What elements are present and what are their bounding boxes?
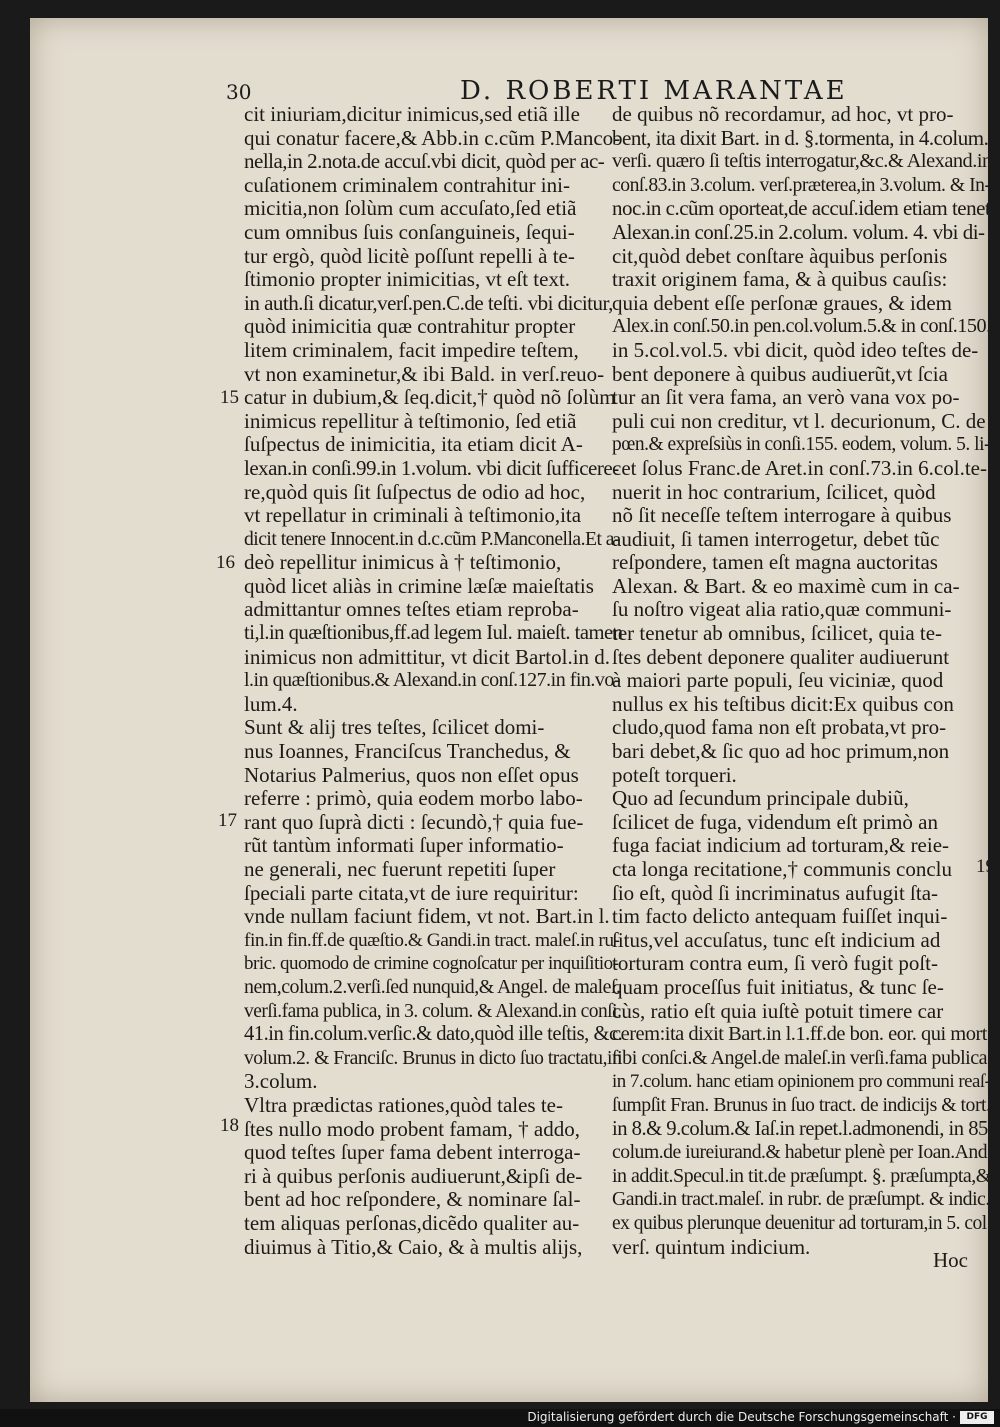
text-line: conſ.83.in 3.colum. verſ.præterea,in 3.volum. & In- <box>612 173 991 196</box>
text-line: à maiori parte populi, ſeu viciniæ, quod <box>612 668 944 693</box>
text-line: quia debent eſſe perſonæ graues, & idem <box>612 290 952 315</box>
text-line: ſu noſtro vigeat alia ratio,quæ communi- <box>612 597 952 622</box>
text-line: traxit originem fama, & à quibus cauſis: <box>612 267 948 292</box>
text-line: nullus ex his teſtibus dicit:Ex quibus con <box>612 691 954 716</box>
text-line: bari debet,& ſic quo ad hoc primum,non <box>612 739 950 764</box>
text-line: catur in dubium,& ſeq.dicit,† quòd nõ ſolùm <box>244 385 616 410</box>
text-line: quod teſtes ſuper fama debent interroga- <box>244 1140 581 1165</box>
text-line: bent deponere à quibus audiuerũt,vt ſcia <box>612 361 948 386</box>
text-line: verſi.fama publica, in 3. colum. & Alexand.in conſi. <box>244 1000 622 1022</box>
catchword: Hoc <box>933 1248 968 1272</box>
text-line: de quibus nõ recordamur, ad hoc, vt pro- <box>612 102 954 126</box>
text-line: Alexan.in conſ.25.in 2.colum. volum. 4. vbi di- <box>612 219 985 244</box>
text-line: cuſationem criminalem contrahitur ini- <box>244 172 570 197</box>
text-line: ſuſpectus de inimicitia, ita etiam dicit A- <box>244 432 583 457</box>
text-line: litem criminalem, facit impedire teſtem, <box>244 337 579 362</box>
text-line: 3.colum. <box>244 1069 318 1094</box>
text-line: noc.in c.cũm oporteat,de accuſ.idem etiam tenet <box>612 196 991 221</box>
text-line: bent, ita dixit Bart. in d. §.tormenta, in 4.colum. <box>612 125 989 150</box>
text-line: cum omnibus ſuis conſanguineis, ſequi- <box>244 219 575 244</box>
text-line: fin.in fin.ff.de quæſtio.& Gandi.in tract. maleſ.in ru- <box>244 929 620 951</box>
text-line: cet ſolus Franc.de Aret.in conſ.73.in 6.col.te- <box>612 455 987 480</box>
text-line: ex quibus plerunque deuenitur ad torturam,in 5. col. <box>612 1212 992 1234</box>
text-line: volum.2. & Franciſc. Brunus in dicto ſuo tractatu,in <box>244 1047 622 1069</box>
text-line: audiuit, ſi tamen interrogetur, debet tũc <box>612 526 940 551</box>
text-line: ſtes nullo modo probent famam, † addo, <box>244 1116 580 1141</box>
text-line: reſpondere, tamen eſt magna auctoritas <box>612 550 938 575</box>
text-line: lexan.in conſi.99.in 1.volum. vbi dicit ſufficere- <box>244 455 619 480</box>
text-line: deò repellitur inimicus à † teſtimonio, <box>244 550 562 575</box>
footer-credit: Digitalisierung gefördert durch die Deutsche Forschungsgemeinschaft · <box>527 1410 956 1424</box>
text-line: Gandi.in tract.maleſ. in rubr. de præſumpt. & indic. <box>612 1188 990 1211</box>
text-line: Notarius Palmerius, quos non eſſet opus <box>244 762 579 787</box>
text-line: rant quo ſuprà dicti : ſecundò,† quia fue- <box>244 809 584 834</box>
left-text-column <box>244 103 622 1259</box>
text-line: torturam contra eum, ſi verò fugit poſt- <box>612 951 938 976</box>
text-line: tem aliquas perſonas,dicẽdo qualiter au- <box>244 1210 580 1235</box>
text-line: in auth.ſi dicatur,verſ.pen.C.de teſti. vbi dicitur, <box>244 290 613 315</box>
text-line: admittantur omnes teſtes etiam reproba- <box>244 597 579 622</box>
text-line: ne generali, nec fuerunt repetiti ſuper <box>244 857 556 881</box>
margin-number: 17 <box>218 810 237 831</box>
footer-bar <box>0 1409 1000 1427</box>
text-line: tur an ſit vera fama, an verò vana vox po- <box>612 385 960 410</box>
text-line: verſi. quæro ſi teſtis interrogatur,&c.& Alexand.in <box>612 150 992 173</box>
text-line: cit,quòd debet conſtare àquibus perſonis <box>612 243 948 268</box>
text-line: ti,l.in quæſtionibus,ff.ad legem Iul. maieſt. tamen <box>244 622 623 645</box>
margin-number: 19 <box>976 856 995 877</box>
text-line: ſcilicet de fuga, videndum eſt primò an <box>612 809 938 834</box>
text-line: pœn.& expreſsiùs in conſi.155. eodem, volum. 5. li- <box>612 434 990 456</box>
text-line: nem,colum.2.verſi.ſed nunquid,& Angel. de maleſ. <box>244 975 621 998</box>
text-line: 41.in fin.colum.verſic.& dato,quòd ille teſtis, &c. <box>244 1023 623 1046</box>
text-line: in addit.Specul.in tit.de præſumpt. §. præſumpta,& <box>612 1164 991 1187</box>
dfg-logo: DFG <box>960 1411 994 1424</box>
text-line: ſibi conſci.& Angel.de maleſ.in verſi.fama publica, <box>612 1046 992 1069</box>
text-line: puli cui non creditur, vt l. decurionum, C. de <box>612 408 986 433</box>
text-line: micitia,non ſolùm cum accuſato,ſed etiã <box>244 196 577 221</box>
text-line: quam proceſſus fuit initiatus, & tunc ſe- <box>612 974 944 999</box>
text-line: vt repellatur in criminali à teſtimonio,ita <box>244 503 582 528</box>
page-number: 30 <box>226 80 252 104</box>
text-line: nella,in 2.nota.de accuſ.vbi dicit, quòd per ac- <box>244 149 605 174</box>
text-line: cit iniuriam,dicitur inimicus,sed etiã ille <box>244 102 580 126</box>
text-line: in 7.colum. hanc etiam opinionem pro communi reaſ- <box>612 1071 991 1093</box>
text-line: inimicus non admittitur, vt dicit Bartol.in d. <box>244 644 611 669</box>
text-line: ſpeciali parte citata,vt de iure requiritur: <box>244 880 579 905</box>
text-line: Vltra prædictas rationes,quòd tales te- <box>244 1092 563 1117</box>
text-line: quòd licet aliàs in crimine læſæ maieſtatis <box>244 573 594 598</box>
text-line: cludo,quod fama non eſt probata,vt pro- <box>612 715 947 740</box>
text-line: vnde nullam faciunt fidem, vt not. Bart.in l. <box>244 904 610 929</box>
text-line: tur ergò, quòd licitè poſſunt repelli à te- <box>244 243 575 268</box>
right-text-column <box>612 103 992 1259</box>
text-line: cùs, ratio eſt quia iuſtè potuit timere car <box>612 998 944 1023</box>
text-line: re,quòd quis ſit ſuſpectus de odio ad hoc, <box>244 479 586 504</box>
text-line: qui conatur facere,& Abb.in c.cũm P.Manco- <box>244 125 621 150</box>
text-line: cta longa recitatione,† communis conclu <box>612 857 952 881</box>
text-line: referre : primò, quia eodem morbo labo- <box>244 786 583 811</box>
text-line: ſio eſt, quòd ſi incriminatus aufugit ſta- <box>612 880 939 905</box>
text-line: in 8.& 9.colum.& Iaſ.in repet.l.admonendi, in 85. <box>612 1117 993 1140</box>
text-line: poteſt torqueri. <box>612 762 737 787</box>
text-line: diuimus à Titio,& Caio, & à multis alijs, <box>244 1234 583 1259</box>
text-line: Sunt & alij tres teſtes, ſcilicet domi- <box>244 715 545 740</box>
text-line: dicit tenere Innocent.in d.c.cũm P.Manconella.Et a- <box>244 528 621 550</box>
text-line: in 5.col.vol.5. vbi dicit, quòd ideo teſtes de- <box>612 337 979 362</box>
text-line: ſitus,vel accuſatus, tunc eſt indicium ad <box>612 927 941 952</box>
text-line: vt non examinetur,& ibi Bald. in verſ.reuo- <box>244 361 605 386</box>
text-line: bric. quomodo de crimine cognoſcatur per inquiſitio- <box>244 953 619 975</box>
text-line: Quo ad ſecundum principale dubiũ, <box>612 786 909 811</box>
text-line: tim facto delicto antequam fuiſſet inqui- <box>612 904 948 929</box>
text-line: inimicus repellitur à teſtimonio, ſed etiã <box>244 408 577 433</box>
text-line: cerem:ita dixit Bart.in l.1.ff.de bon. eor. qui mort. <box>612 1023 992 1046</box>
text-line: quòd inimicitia quæ contrahitur propter <box>244 314 576 339</box>
text-line: ri à quibus perſonis audiuerunt,&ipſi de- <box>244 1163 583 1188</box>
margin-number: 15 <box>220 387 239 408</box>
text-line: Alex.in conſ.50.in pen.col.volum.5.& in conſ.150. <box>612 315 991 338</box>
text-line: verſ. quintum indicium. <box>612 1234 811 1259</box>
running-title: D. ROBERTI MARANTAE <box>460 76 848 106</box>
text-line: ſtes debent deponere qualiter audiuerunt <box>612 644 950 669</box>
text-line: ter tenetur ab omnibus, ſcilicet, quia te- <box>612 621 943 646</box>
text-line: ſumpſit Fran. Brunus in ſuo tract. de indicijs & tort. <box>612 1093 991 1116</box>
text-line: nõ ſit neceſſe teſtem interrogare à quibus <box>612 503 952 528</box>
text-line: colum.de iureiurand.& habetur plenè per Ioan.And. <box>612 1141 992 1164</box>
text-line: bent ad hoc reſpondere, & nominare ſal- <box>244 1187 581 1212</box>
text-line: ſtimonio propter inimicitias, vt eſt text. <box>244 267 571 292</box>
text-line: nuerit in hoc contrarium, ſcilicet, quòd <box>612 479 936 504</box>
book-page <box>30 18 995 1402</box>
text-line: fuga faciat indicium ad torturam,& reie- <box>612 833 950 858</box>
text-line: nus Ioannes, Franciſcus Tranchedus, & <box>244 739 571 764</box>
text-line: lum.4. <box>244 691 298 716</box>
text-line: l.in quæſtionibus.& Alexand.in conſ.127.in fin.vo- <box>244 669 621 692</box>
text-line: Alexan. & Bart. & eo maximè cum in ca- <box>612 573 960 598</box>
margin-number: 18 <box>220 1115 239 1136</box>
margin-number: 16 <box>216 552 235 573</box>
text-line: rũt tantùm informati ſuper informatio- <box>244 833 564 858</box>
